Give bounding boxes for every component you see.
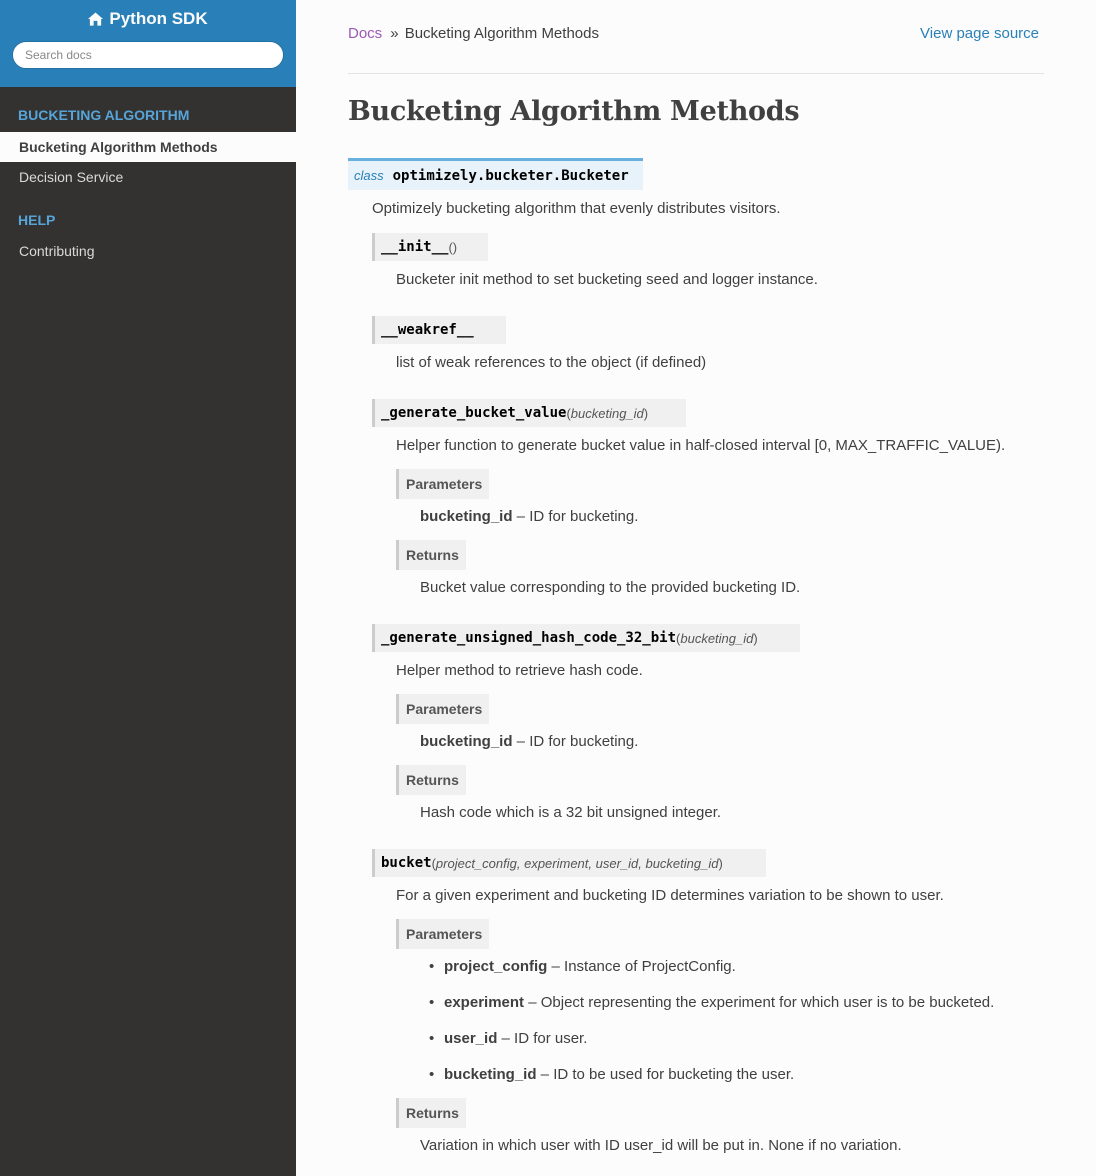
page-title: Bucketing Algorithm Methods bbox=[348, 96, 800, 127]
field-label-returns: Returns bbox=[396, 540, 466, 570]
home-icon bbox=[88, 12, 103, 26]
sidebar-item-decision-service[interactable]: Decision Service bbox=[19, 169, 124, 185]
param-line bbox=[420, 733, 638, 750]
param-name: user_id bbox=[444, 1030, 498, 1047]
method-signature-init: __init__ ( ) bbox=[372, 233, 488, 261]
sidebar bbox=[0, 0, 296, 1176]
returns-description: Bucket value corresponding to the provided bucketing ID. bbox=[420, 579, 801, 596]
param-list-item bbox=[444, 958, 736, 975]
divider bbox=[348, 73, 1044, 74]
param-name: bucketing_id bbox=[444, 1066, 537, 1083]
param-desc: – Instance of ProjectConfig. bbox=[547, 958, 736, 975]
param-name: project_config bbox=[444, 958, 548, 975]
method-signature-bucket: bucket ( project_config, experiment, user_id, bucketing_id ) bbox=[372, 849, 766, 877]
breadcrumb-current: Bucketing Algorithm Methods bbox=[404, 25, 599, 42]
field-label-parameters: Parameters bbox=[396, 919, 489, 949]
method-args: bucketing_id bbox=[570, 405, 644, 421]
param-list-item bbox=[444, 1066, 794, 1083]
sidebar-item-contributing[interactable]: Contributing bbox=[19, 243, 95, 259]
class-keyword: class bbox=[354, 168, 384, 183]
method-args: project_config, experiment, user_id, bucketing_id bbox=[435, 855, 719, 871]
param-line bbox=[420, 508, 638, 525]
field-label-parameters: Parameters bbox=[396, 469, 489, 499]
param-name: experiment bbox=[444, 994, 525, 1011]
returns-description: Variation in which user with ID user_id will be put in. None if no variation. bbox=[420, 1137, 902, 1154]
field-label-parameters: Parameters bbox=[396, 694, 489, 724]
view-page-source-link[interactable]: View page source bbox=[920, 25, 1039, 42]
attribute-name: __weakref__ bbox=[381, 322, 474, 338]
method-signature-generate-bucket-value: _generate_bucket_value ( bucketing_id ) bbox=[372, 399, 686, 427]
param-desc: – ID to be used for bucketing the user. bbox=[536, 1066, 795, 1083]
method-name: _generate_bucket_value bbox=[381, 405, 567, 421]
attribute-description: list of weak references to the object (if defined) bbox=[396, 354, 707, 371]
method-name: _generate_unsigned_hash_code_32_bit bbox=[381, 630, 677, 646]
attribute-signature-weakref bbox=[372, 316, 506, 344]
returns-description: Hash code which is a 32 bit unsigned integer. bbox=[420, 804, 722, 821]
param-desc: – ID for bucketing. bbox=[512, 508, 639, 525]
method-name: bucket bbox=[381, 855, 432, 871]
brand-title: Python SDK bbox=[109, 9, 208, 28]
sidebar-item-bucketing-algorithm-methods[interactable]: Bucketing Algorithm Methods bbox=[0, 132, 296, 162]
param-desc: – Object representing the experiment for which user is to be bucketed. bbox=[524, 994, 995, 1011]
class-signature bbox=[348, 158, 643, 190]
method-description: Helper function to generate bucket value in half-closed interval [0, MAX_TRAFFIC_VALUE). bbox=[396, 437, 1006, 454]
home-link[interactable] bbox=[88, 0, 207, 29]
param-name: bucketing_id bbox=[420, 508, 513, 525]
search-input[interactable] bbox=[12, 41, 284, 69]
param-name: bucketing_id bbox=[420, 733, 513, 750]
method-description: Bucketer init method to set bucketing seed and logger instance. bbox=[396, 271, 818, 288]
breadcrumb-docs-link[interactable]: Docs bbox=[348, 25, 383, 42]
param-desc: – ID for bucketing. bbox=[512, 733, 639, 750]
param-list-item bbox=[444, 1030, 587, 1047]
method-name: __init__ bbox=[381, 239, 449, 255]
class-description: Optimizely bucketing algorithm that evenly distributes visitors. bbox=[372, 200, 781, 217]
method-description: For a given experiment and bucketing ID determines variation to be shown to user. bbox=[396, 887, 944, 904]
sidebar-header bbox=[0, 0, 296, 87]
field-label-returns: Returns bbox=[396, 765, 466, 795]
class-name: optimizely.bucketer.Bucketer bbox=[392, 167, 629, 184]
method-description: Helper method to retrieve hash code. bbox=[396, 662, 643, 679]
breadcrumb-separator: » bbox=[390, 25, 399, 42]
param-list-item bbox=[444, 994, 994, 1011]
field-label-returns: Returns bbox=[396, 1098, 466, 1128]
sidebar-caption-help: HELP bbox=[18, 212, 56, 228]
method-args: bucketing_id bbox=[680, 630, 754, 646]
breadcrumb bbox=[348, 25, 1044, 47]
method-signature-generate-unsigned-hash-code: _generate_unsigned_hash_code_32_bit ( bucketing_id ) bbox=[372, 624, 800, 652]
sidebar-caption-bucketing: BUCKETING ALGORITHM bbox=[18, 107, 190, 123]
param-desc: – ID for user. bbox=[497, 1030, 588, 1047]
